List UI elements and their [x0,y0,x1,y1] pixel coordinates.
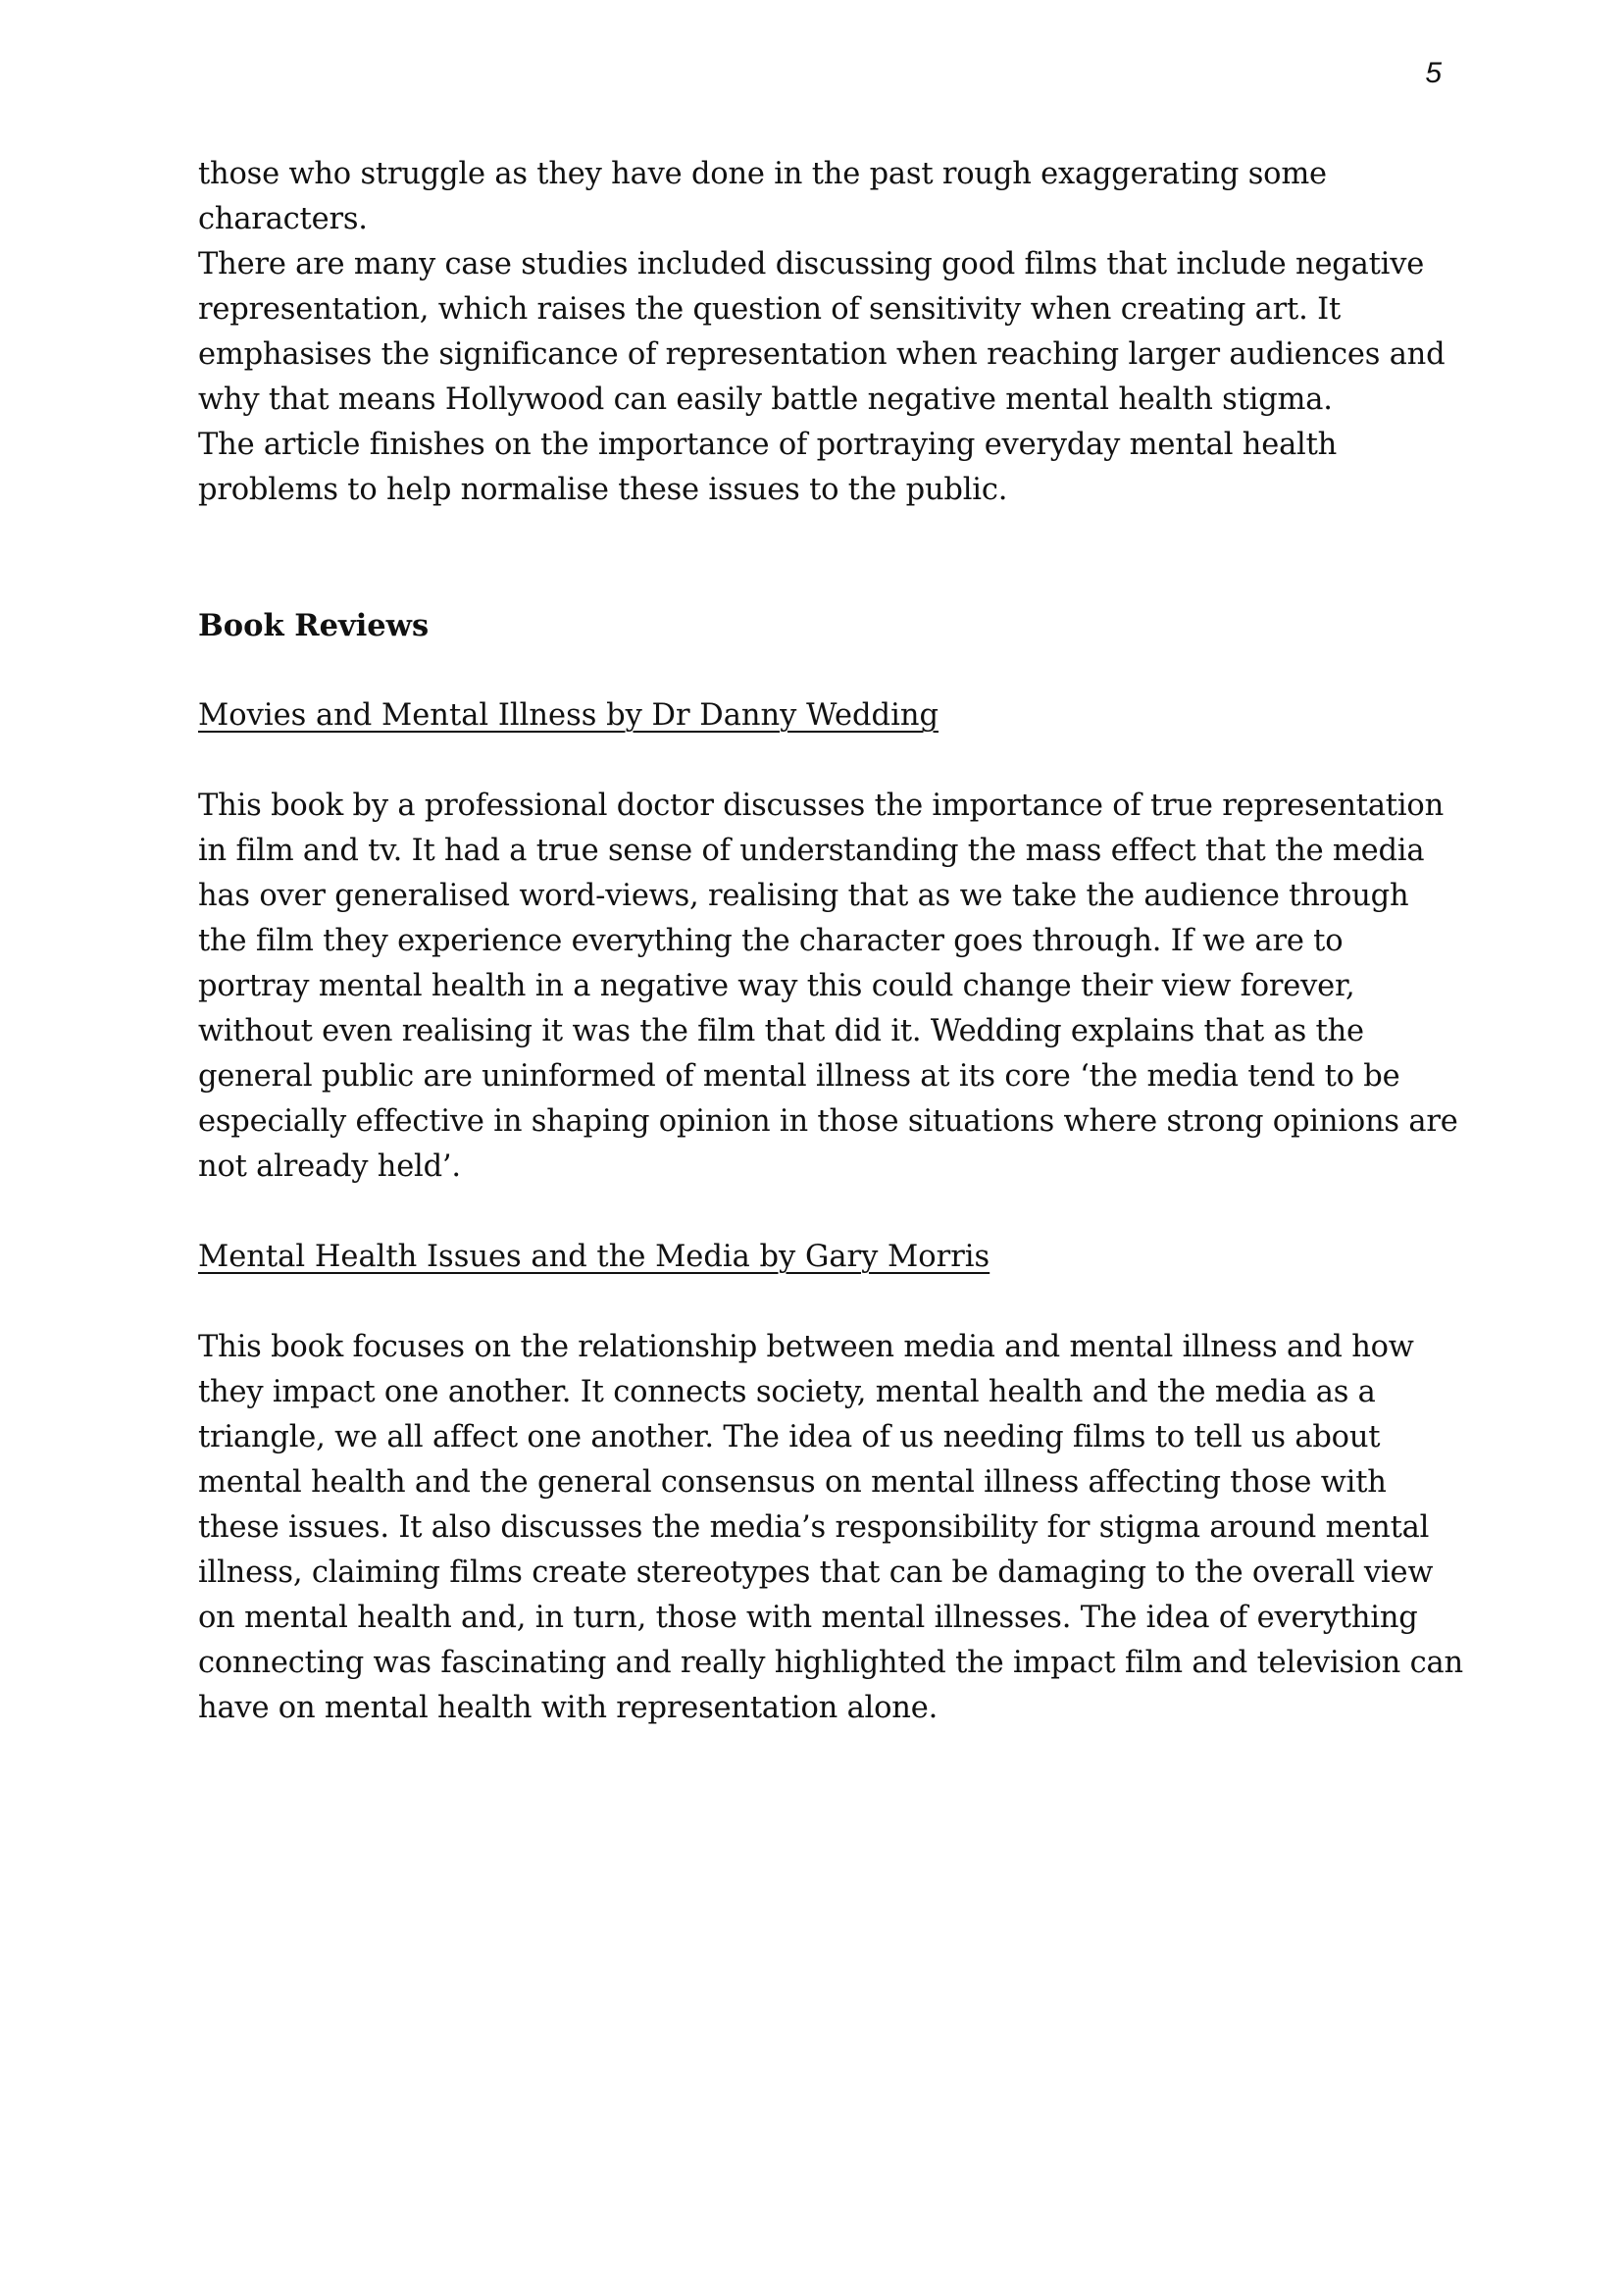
spacer [198,648,1463,693]
book-review-1: This book by a professional doctor discusses the importance of true representation in film and tv. It had a true sense of understanding the mass effect that the media has over generalised word-views, realising that as we take the audience through the film they experience everything the character goes through. If we are to portray mental health in a negative way this could change their view forever, without even realising it was the film that did it. Wedding explains that as the general public are uninformed of mental illness at its core ‘the media tend to be especially effective in shaping opinion in those situations where strong opinions are not already held’. [198,789,1458,1184]
section-heading-book-reviews: Book Reviews [198,608,430,643]
section-spacer [198,513,1463,603]
book-title-2: Mental Health Issues and the Media by Gary Morris [198,1240,990,1274]
document-body [198,152,1463,1731]
spacer [198,1280,1463,1325]
page-number: 5 [1425,57,1442,89]
intro-paragraph-3: The article finishes on the importance of portraying everyday mental health problems to help normalise these issues to the public. [198,428,1338,507]
intro-paragraph-1: those who struggle as they have done in the past rough exaggerating some characters. [198,157,1327,236]
book-title-1: Movies and Mental Illness by Dr Danny Wedding [198,698,939,733]
spacer [198,739,1463,784]
spacer [198,1190,1463,1235]
intro-paragraph-2: There are many case studies included discussing good films that include negative representation, which raises the question of sensitivity when creating art. It emphasises the significance of representation when reaching larger audiences and why that means Hollywood can easily battle negative mental health stigma. [198,247,1446,417]
book-review-2: This book focuses on the relationship between media and mental illness and how they impact one another. It connects society, mental health and the media as a triangle, we all affect one another. The idea of us needing films to tell us about mental health and the general consensus on mental illness affecting those with these issues. It also discusses the media’s responsibility for stigma around mental illness, claiming films create stereotypes that can be damaging to the overall view on mental health and, in turn, those with mental illnesses. The idea of everything connecting was fascinating and really highlighted the impact film and television can have on mental health with representation alone. [198,1330,1463,1725]
